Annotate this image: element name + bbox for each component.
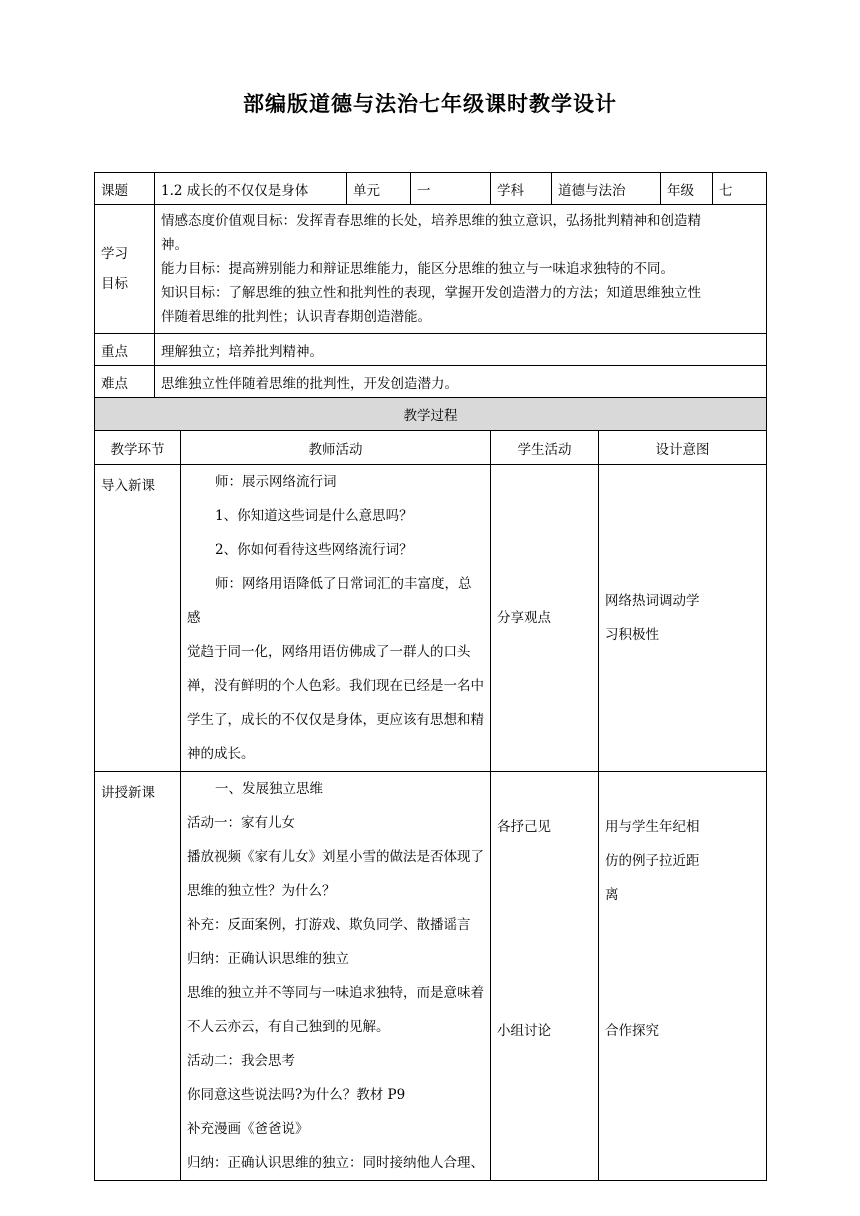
teacher-line: 禅，没有鲜明的个人色彩。我们现在已经是一名中 [187,678,484,694]
teacher-line: 师：网络用语降低了日常词汇的丰富度，总感 [187,576,472,626]
column-header-student: 学生活动 [491,431,599,465]
goals-label-line: 学习 [101,246,128,262]
teacher-line: 学生了，成长的不仅仅是身体，更应该有思想和精 [187,712,484,728]
grade-label: 年级 [661,173,713,205]
info-row [95,173,767,205]
teacher-line: 2、你如何看待这些网络流行词？ [215,542,413,558]
intent-line: 网络热词调动学 [605,593,700,609]
goal-line: 能力目标：提高辨别能力和辩证思维能力，能区分思维的独立与一味追求独特的不同。 [161,261,674,277]
table-row [95,772,767,1181]
goal-line: 伴随着思维的批判性；认识青春期创造潜能。 [161,309,431,325]
teacher-line: 补充：反面案例，打游戏、欺负同学、散播谣言 [187,917,471,933]
design-intent-cell [599,772,767,1181]
teacher-line: 归纳：正确认识思维的独立 [187,951,349,967]
lesson-label: 课题 [95,173,155,205]
lesson-plan-table [94,172,767,1181]
intent-line: 用与学生年纪相 [605,819,700,835]
teacher-line: 你同意这些说法吗?为什么？教材 P9 [187,1087,406,1103]
subject-label: 学科 [491,173,552,205]
process-header: 教学过程 [95,398,767,431]
lesson-value: 1.2 成长的不仅仅是身体 [155,173,347,205]
difficulty-row [95,366,767,398]
goal-line: 神。 [161,237,188,253]
unit-label: 单元 [347,173,411,205]
teacher-line: 觉趋于同一化，网络用语仿佛成了一群人的口头 [187,644,471,660]
intent-line: 合作探究 [605,1023,660,1039]
intent-line: 习积极性 [605,627,660,643]
teacher-line: 一、发展独立思维 [215,781,323,797]
teacher-line: 活动一：家有儿女 [187,815,295,831]
keypoint-value: 理解独立；培养批判精神。 [155,334,767,366]
goals-label-line: 目标 [101,276,128,292]
goals-text [155,205,767,334]
difficulty-value: 思维独立性伴随着思维的批判性，开发创造潜力。 [155,366,767,398]
column-header-stage: 教学环节 [95,431,181,465]
design-intent-cell [599,465,767,772]
teacher-line: 归纳：正确认识思维的独立：同时接纳他人合理、 [187,1155,484,1171]
teacher-line: 补充漫画《爸爸说》 [187,1121,309,1137]
student-activity: 小组讨论 [497,1023,552,1039]
difficulty-label: 难点 [95,366,155,398]
keypoint-row [95,334,767,366]
column-header-intent: 设计意图 [599,431,767,465]
student-activity-cell [491,465,599,772]
goals-label [95,205,155,334]
goal-line: 情感态度价值观目标：发挥青春思维的长处，培养思维的独立意识，弘扬批判精神和创造精 [161,213,701,229]
student-activity: 分享观点 [497,610,552,626]
goals-row [95,205,767,334]
document-title: 部编版道德与法治七年级课时教学设计 [243,92,617,116]
column-header-row [95,431,767,465]
teacher-line: 师：展示网络流行词 [215,474,337,490]
stage-label: 讲授新课 [101,785,155,801]
keypoint-label: 重点 [95,334,155,366]
student-activity-cell [491,772,599,1181]
teacher-line: 播放视频《家有儿女》刘星小雪的做法是否体现了 [187,849,484,865]
teacher-line: 活动二：我会思考 [187,1053,295,1069]
unit-value: 一 [411,173,491,205]
process-header-row [95,398,767,431]
subject-value: 道德与法治 [552,173,661,205]
teacher-line: 神的成长。 [187,746,255,762]
teacher-line: 思维的独立性？为什么？ [187,883,336,899]
table-row [95,465,767,772]
stage-cell [95,772,181,1181]
intent-line: 离 [605,887,619,903]
teacher-line: 1、你知道这些词是什么意思吗？ [215,508,413,524]
stage-cell [95,465,181,772]
grade-value: 七 [713,173,767,205]
student-activity: 各抒己见 [497,819,552,835]
teacher-activity-cell [181,772,491,1181]
goal-line: 知识目标：了解思维的独立性和批判性的表现，掌握开发创造潜力的方法；知道思维独立性 [161,285,701,301]
teacher-activity-cell [181,465,491,772]
column-header-teacher: 教师活动 [181,431,491,465]
stage-label: 导入新课 [101,478,155,494]
teacher-line: 思维的独立并不等同与一味追求独特，而是意味着 [187,985,484,1001]
teacher-line: 不人云亦云，有自己独到的见解。 [187,1019,390,1035]
intent-line: 仿的例子拉近距 [605,853,700,869]
